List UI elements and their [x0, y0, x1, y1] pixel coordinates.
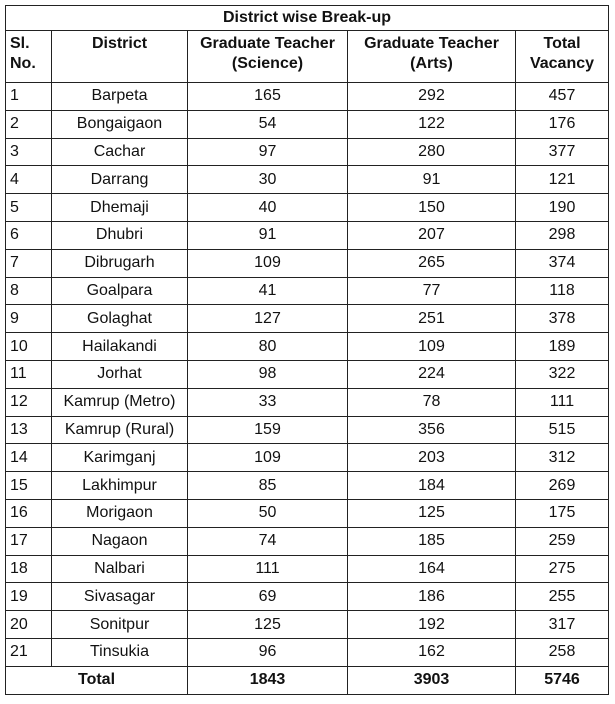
cell-sl-no: 1	[6, 83, 52, 111]
cell-arts: 164	[348, 555, 516, 583]
cell-district: Hailakandi	[52, 333, 188, 361]
cell-sl-no: 5	[6, 194, 52, 222]
cell-district: Bongaigaon	[52, 110, 188, 138]
cell-sl-no: 2	[6, 110, 52, 138]
cell-district: Dhemaji	[52, 194, 188, 222]
vacancy-table-container	[5, 5, 608, 695]
cell-district: Kamrup (Metro)	[52, 388, 188, 416]
totals-arts: 3903	[348, 666, 516, 694]
cell-sl-no: 12	[6, 388, 52, 416]
table-row	[6, 194, 609, 222]
cell-sl-no: 13	[6, 416, 52, 444]
cell-total: 312	[516, 444, 609, 472]
cell-district: Nagaon	[52, 527, 188, 555]
cell-total: 121	[516, 166, 609, 194]
cell-arts: 207	[348, 221, 516, 249]
cell-sl-no: 16	[6, 499, 52, 527]
cell-science: 33	[188, 388, 348, 416]
cell-arts: 77	[348, 277, 516, 305]
cell-total: 118	[516, 277, 609, 305]
cell-district: Goalpara	[52, 277, 188, 305]
cell-district: Sivasagar	[52, 583, 188, 611]
cell-sl-no: 15	[6, 472, 52, 500]
cell-district: Sonitpur	[52, 611, 188, 639]
cell-arts: 356	[348, 416, 516, 444]
cell-sl-no: 21	[6, 638, 52, 666]
table-row	[6, 444, 609, 472]
cell-district: Tinsukia	[52, 638, 188, 666]
cell-science: 50	[188, 499, 348, 527]
cell-science: 109	[188, 249, 348, 277]
cell-total: 377	[516, 138, 609, 166]
table-row	[6, 583, 609, 611]
header-arts-line1: Graduate Teacher	[364, 35, 499, 52]
totals-label: Total	[6, 666, 188, 694]
header-arts	[348, 31, 516, 83]
cell-total: 176	[516, 110, 609, 138]
header-science-line1: Graduate Teacher	[200, 35, 335, 52]
table-row	[6, 360, 609, 388]
cell-district: Cachar	[52, 138, 188, 166]
cell-total: 317	[516, 611, 609, 639]
cell-district: Kamrup (Rural)	[52, 416, 188, 444]
table-row	[6, 83, 609, 111]
cell-arts: 251	[348, 305, 516, 333]
header-total-line2: Vacancy	[529, 55, 595, 72]
cell-arts: 109	[348, 333, 516, 361]
table-row	[6, 611, 609, 639]
cell-district: Dibrugarh	[52, 249, 188, 277]
cell-science: 127	[188, 305, 348, 333]
cell-science: 91	[188, 221, 348, 249]
table-row	[6, 555, 609, 583]
cell-science: 125	[188, 611, 348, 639]
header-row	[6, 31, 609, 83]
header-sl-line2: No.	[10, 55, 36, 72]
cell-arts: 185	[348, 527, 516, 555]
cell-total: 515	[516, 416, 609, 444]
cell-arts: 280	[348, 138, 516, 166]
cell-district: Barpeta	[52, 83, 188, 111]
cell-district: Morigaon	[52, 499, 188, 527]
header-total-vacancy	[516, 31, 609, 83]
cell-science: 40	[188, 194, 348, 222]
cell-sl-no: 6	[6, 221, 52, 249]
totals-row	[6, 666, 609, 694]
cell-sl-no: 19	[6, 583, 52, 611]
cell-arts: 125	[348, 499, 516, 527]
header-sl-no	[6, 31, 52, 83]
cell-science: 111	[188, 555, 348, 583]
table-row	[6, 138, 609, 166]
header-total-line1: Total	[543, 35, 581, 52]
cell-total: 269	[516, 472, 609, 500]
cell-total: 190	[516, 194, 609, 222]
cell-science: 98	[188, 360, 348, 388]
cell-arts: 186	[348, 583, 516, 611]
cell-district: Karimganj	[52, 444, 188, 472]
header-sl-line1: Sl.	[10, 35, 30, 52]
cell-science: 30	[188, 166, 348, 194]
header-district: District	[52, 31, 188, 83]
table-row	[6, 249, 609, 277]
cell-total: 111	[516, 388, 609, 416]
cell-total: 322	[516, 360, 609, 388]
cell-sl-no: 8	[6, 277, 52, 305]
cell-science: 74	[188, 527, 348, 555]
table-row	[6, 527, 609, 555]
cell-district: Dhubri	[52, 221, 188, 249]
cell-arts: 203	[348, 444, 516, 472]
cell-science: 54	[188, 110, 348, 138]
cell-total: 275	[516, 555, 609, 583]
cell-arts: 265	[348, 249, 516, 277]
header-science	[188, 31, 348, 83]
table-row	[6, 388, 609, 416]
cell-district: Nalbari	[52, 555, 188, 583]
cell-science: 159	[188, 416, 348, 444]
table-body	[6, 83, 609, 667]
cell-sl-no: 11	[6, 360, 52, 388]
cell-total: 258	[516, 638, 609, 666]
cell-district: Lakhimpur	[52, 472, 188, 500]
cell-total: 259	[516, 527, 609, 555]
cell-sl-no: 17	[6, 527, 52, 555]
cell-science: 97	[188, 138, 348, 166]
cell-arts: 150	[348, 194, 516, 222]
cell-district: Golaghat	[52, 305, 188, 333]
cell-sl-no: 18	[6, 555, 52, 583]
table-row	[6, 277, 609, 305]
cell-total: 298	[516, 221, 609, 249]
totals-total: 5746	[516, 666, 609, 694]
header-science-line2: (Science)	[231, 55, 304, 72]
cell-arts: 91	[348, 166, 516, 194]
table-row	[6, 638, 609, 666]
table-row	[6, 472, 609, 500]
cell-arts: 162	[348, 638, 516, 666]
cell-arts: 122	[348, 110, 516, 138]
cell-total: 457	[516, 83, 609, 111]
table-row	[6, 499, 609, 527]
table-row	[6, 221, 609, 249]
cell-total: 189	[516, 333, 609, 361]
cell-arts: 184	[348, 472, 516, 500]
cell-arts: 224	[348, 360, 516, 388]
cell-sl-no: 3	[6, 138, 52, 166]
cell-sl-no: 14	[6, 444, 52, 472]
cell-science: 69	[188, 583, 348, 611]
cell-arts: 192	[348, 611, 516, 639]
totals-science: 1843	[188, 666, 348, 694]
cell-arts: 78	[348, 388, 516, 416]
cell-science: 80	[188, 333, 348, 361]
cell-total: 378	[516, 305, 609, 333]
header-arts-line2: (Arts)	[410, 55, 453, 72]
cell-district: Jorhat	[52, 360, 188, 388]
cell-sl-no: 20	[6, 611, 52, 639]
cell-total: 374	[516, 249, 609, 277]
cell-sl-no: 7	[6, 249, 52, 277]
cell-science: 41	[188, 277, 348, 305]
table-row	[6, 166, 609, 194]
cell-sl-no: 4	[6, 166, 52, 194]
cell-sl-no: 10	[6, 333, 52, 361]
district-breakup-table	[5, 5, 609, 695]
cell-total: 255	[516, 583, 609, 611]
table-row	[6, 416, 609, 444]
cell-science: 96	[188, 638, 348, 666]
cell-sl-no: 9	[6, 305, 52, 333]
cell-science: 165	[188, 83, 348, 111]
cell-arts: 292	[348, 83, 516, 111]
table-row	[6, 305, 609, 333]
cell-total: 175	[516, 499, 609, 527]
table-row	[6, 110, 609, 138]
cell-science: 85	[188, 472, 348, 500]
table-title: District wise Break-up	[6, 6, 609, 31]
cell-district: Darrang	[52, 166, 188, 194]
table-row	[6, 333, 609, 361]
cell-science: 109	[188, 444, 348, 472]
